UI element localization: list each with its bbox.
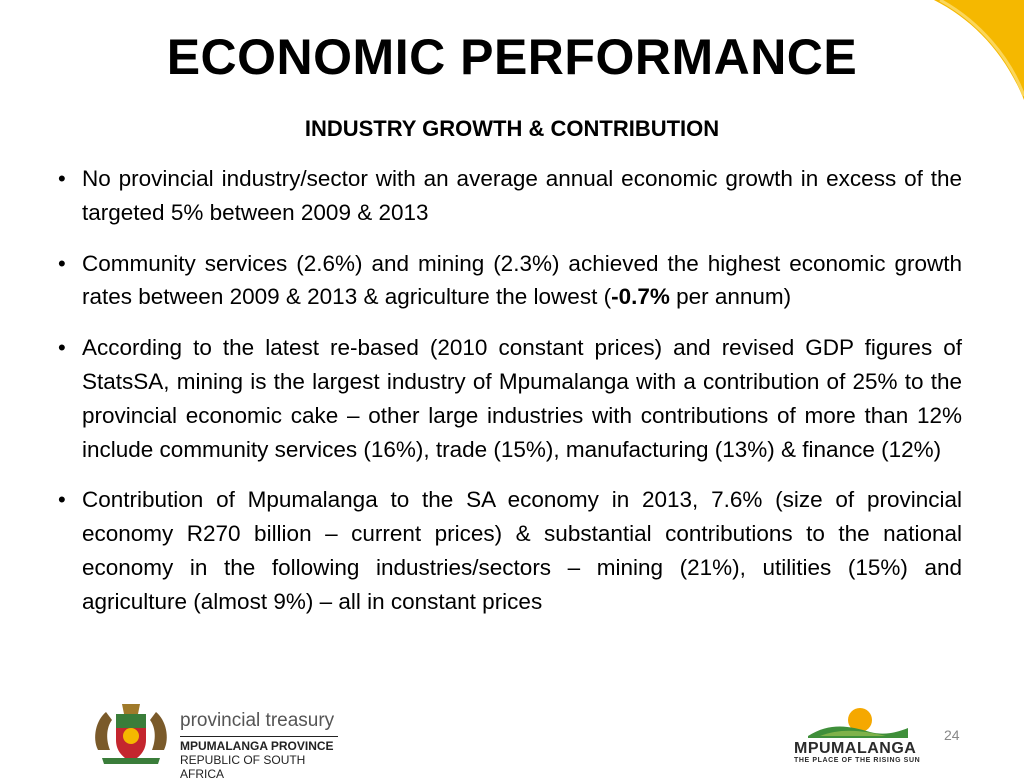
republic-name: REPUBLIC OF SOUTH AFRICA bbox=[180, 753, 306, 781]
mpumalanga-logo-text: MPUMALANGA bbox=[794, 740, 917, 757]
bullet-item: • Contribution of Mpumalanga to the SA economy in 2013, 7.6% (size of provincial economy R270 billion – current prices) & substantial contributions to the national economy in the following industries/sectors – mining (21%), utilities (15%) and agriculture (almost 9%) – all in constant prices bbox=[58, 483, 962, 618]
mpumalanga-logo bbox=[790, 702, 921, 764]
treasury-name: provincial treasury bbox=[180, 710, 335, 731]
rising-sun-logo-icon bbox=[790, 702, 914, 742]
province-name: MPUMALANGA PROVINCE bbox=[180, 736, 338, 753]
mpumalanga-tagline: THE PLACE OF THE RISING SUN bbox=[794, 757, 921, 764]
bold-value: -0.7% bbox=[611, 284, 670, 310]
coat-of-arms-icon bbox=[88, 700, 174, 766]
bullet-item: • According to the latest re-based (2010 constant prices) and revised GDP figures of StatsSA, mining is the largest industry of Mpumalanga with a contribution of 25% to the provincial economic cake – other large industries with contributions of more than 12% include community services (16%), trade (15%), manufacturing (13%) & finance (12%) bbox=[58, 331, 962, 466]
page-number: 24 bbox=[944, 727, 960, 743]
provincial-treasury-logo bbox=[88, 700, 338, 781]
bullet-list bbox=[58, 162, 962, 636]
page-title: ECONOMIC PERFORMANCE bbox=[166, 29, 858, 85]
page-subtitle: INDUSTRY GROWTH & CONTRIBUTION bbox=[304, 116, 720, 141]
bullet-item: • No provincial industry/sector with an average annual economic growth in excess of the targeted 5% between 2009 & 2013 bbox=[58, 162, 962, 230]
bullet-item: • Community services (2.6%) and mining (2.3%) achieved the highest economic growth rates between 2009 & 2013 & agriculture the lowest (-0.7% per annum) bbox=[58, 247, 962, 315]
